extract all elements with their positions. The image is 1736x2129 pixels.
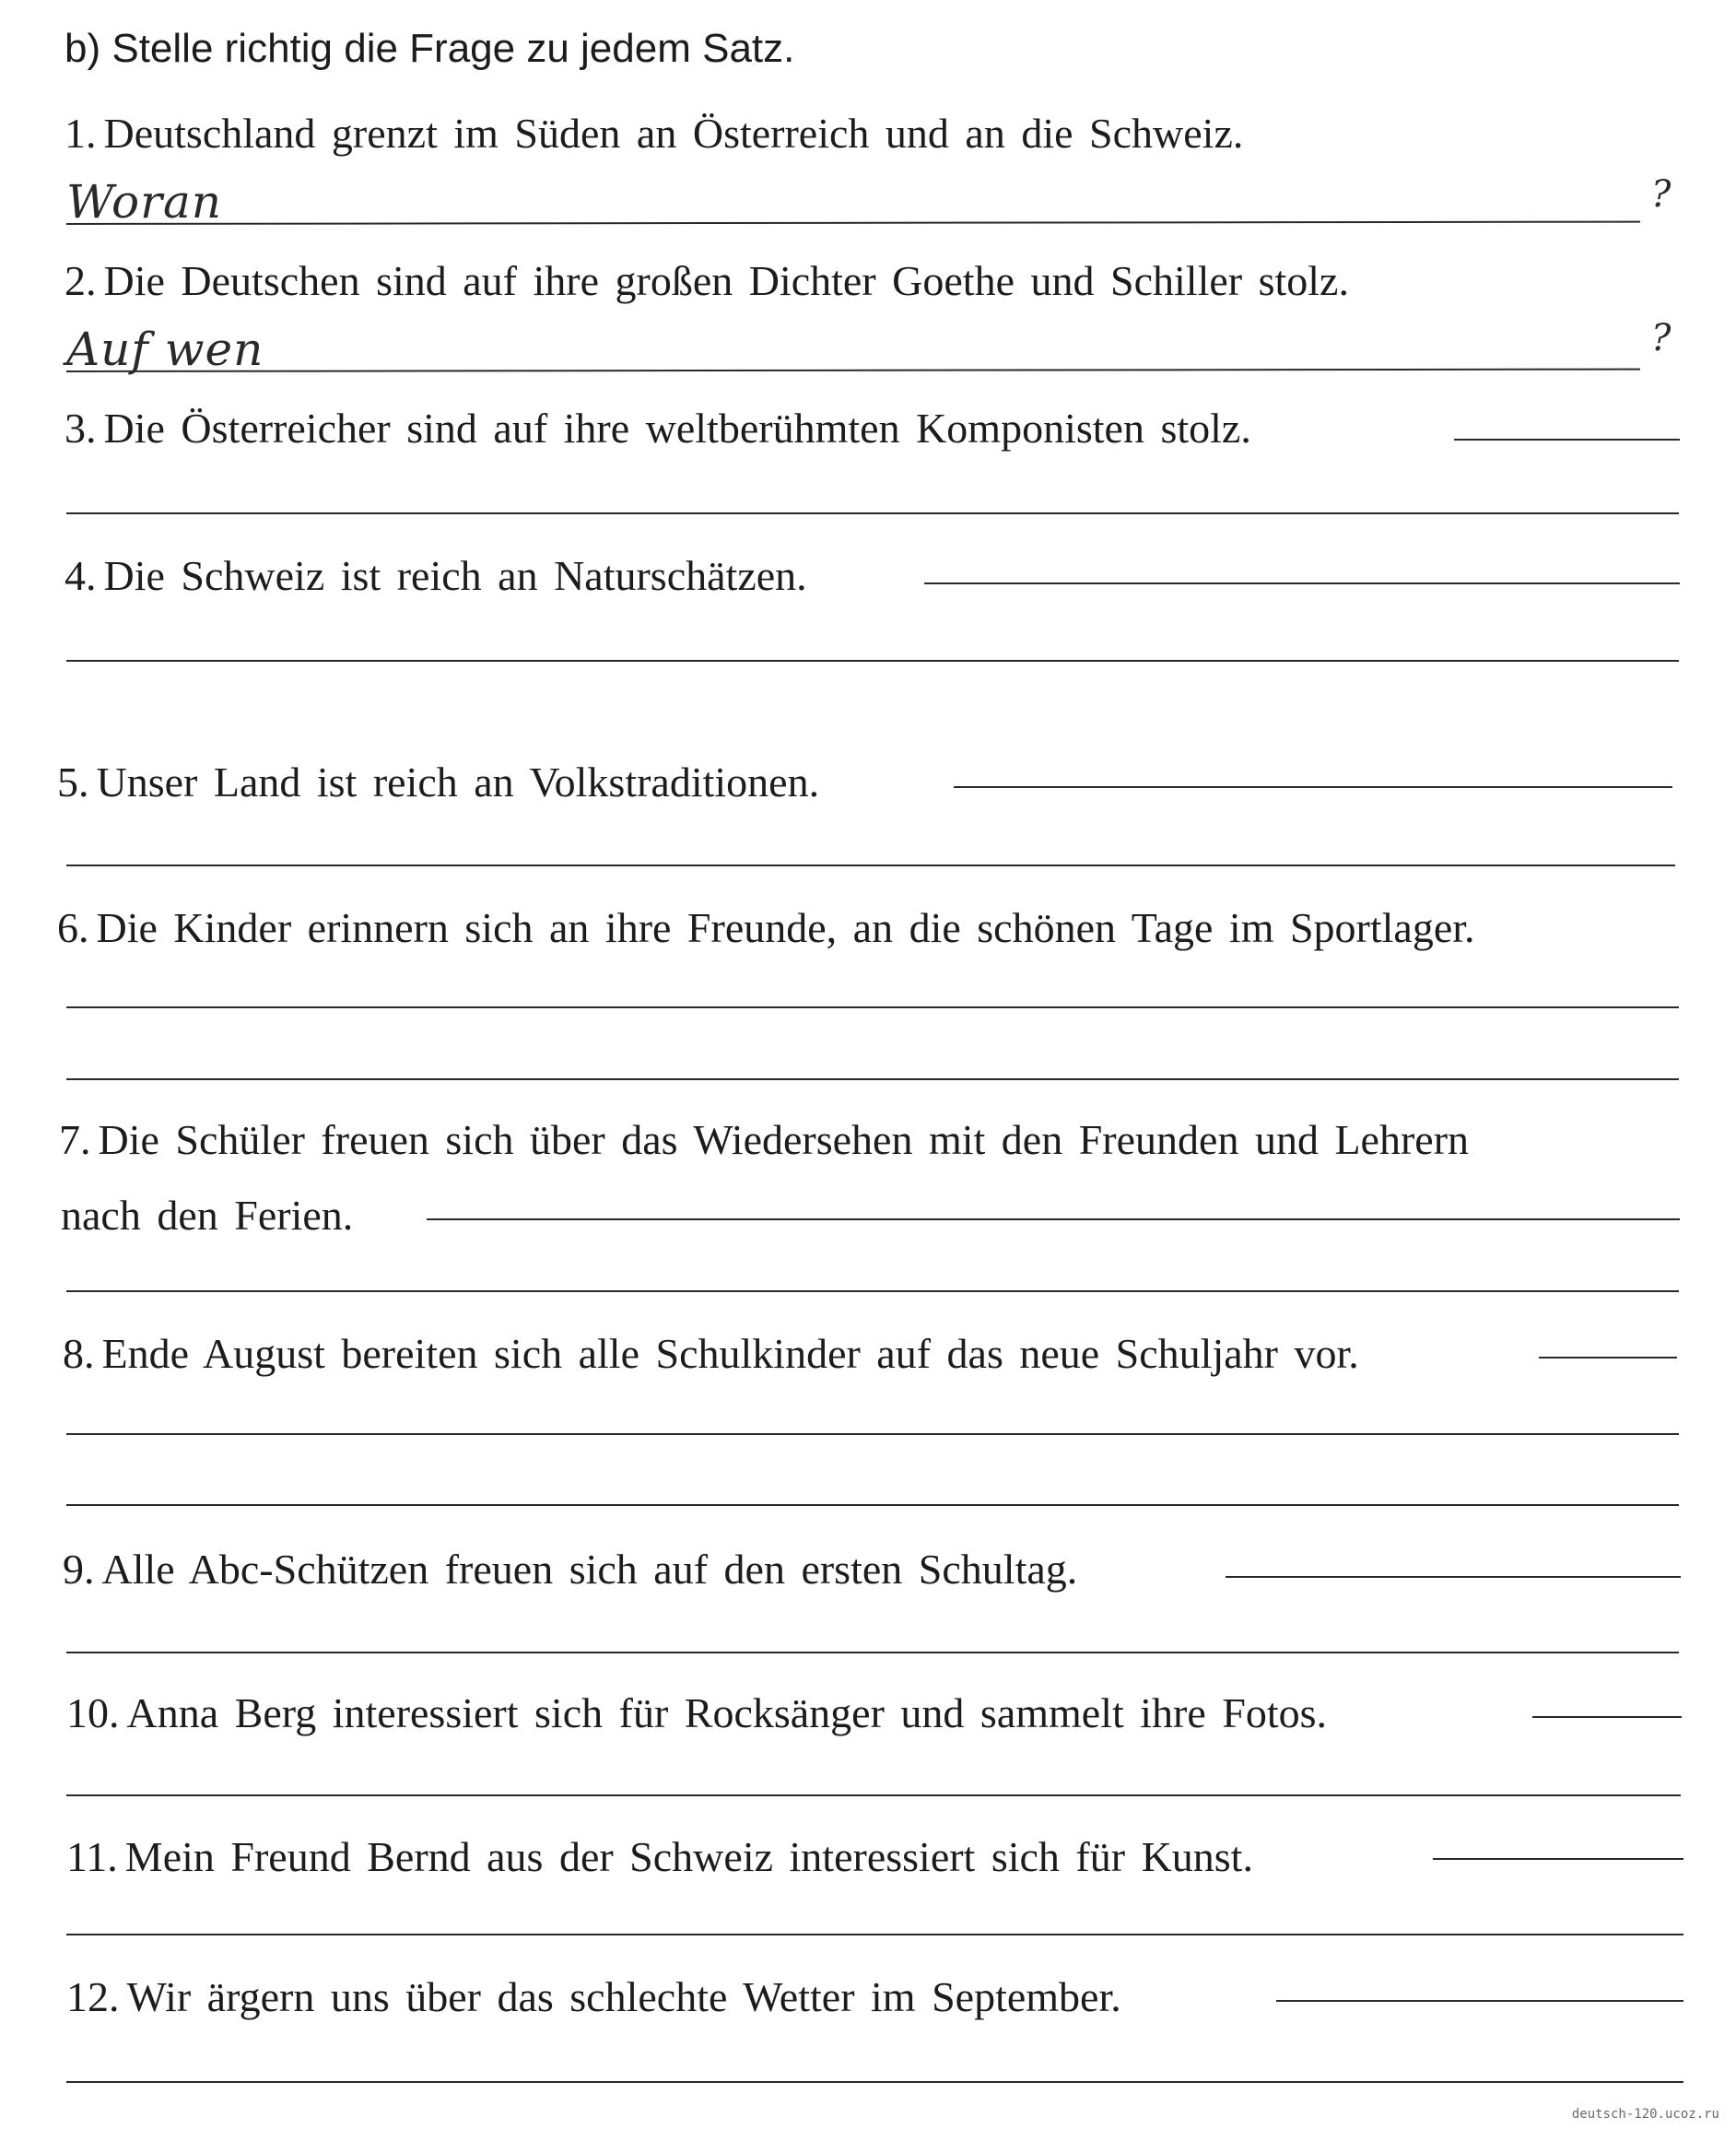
sentence-text: Wir ärgern uns über das schlechte Wetter im September.: [126, 1973, 1121, 2020]
sentence-number: 3.: [65, 405, 97, 452]
question-mark-1: ?: [1651, 173, 1671, 216]
answer-line: [954, 786, 1672, 788]
sentence-number: 9.: [63, 1546, 95, 1593]
sentence-number: 5.: [57, 759, 89, 806]
answer-line: [427, 1218, 1680, 1220]
sentence-text: Die Österreicher sind auf ihre weltberühmten Komponisten stolz.: [103, 405, 1251, 452]
answer-line: [924, 582, 1680, 584]
sentence-number: 8.: [63, 1330, 95, 1377]
sentence-7: [59, 1115, 1469, 1164]
answer-line: [66, 1794, 1681, 1796]
answer-line: [1276, 2000, 1683, 2002]
answer-line: [66, 865, 1675, 866]
sentence-2: [65, 256, 1349, 305]
sentence-text: Alle Abc-Schützen freuen sich auf den ersten Schultag.: [101, 1546, 1078, 1593]
sentence-3: [65, 404, 1251, 453]
sentence-number: 10.: [66, 1689, 120, 1736]
sentence-number: 7.: [59, 1116, 91, 1163]
answer-line: [66, 512, 1679, 514]
sentence-7-continued: nach den Ferien.: [61, 1192, 354, 1239]
answer-line: [66, 1433, 1679, 1435]
sentence-number: 4.: [65, 552, 97, 599]
question-mark-2: ?: [1651, 317, 1671, 359]
sentence-text: Die Deutschen sind auf ihre großen Dichter Goethe und Schiller stolz.: [103, 257, 1349, 304]
answer-line: [66, 221, 1640, 225]
sentence-number: 12.: [66, 1973, 120, 2020]
sentence-4: [65, 551, 807, 600]
answer-line: [66, 1078, 1679, 1080]
answer-line: [66, 2081, 1683, 2083]
handwritten-answer-1: Woran: [66, 175, 223, 229]
sentence-9: [63, 1545, 1077, 1594]
sentence-number: 11.: [66, 1833, 118, 1880]
answer-line: [66, 1290, 1679, 1292]
instruction-text: b) Stelle richtig die Frage zu jedem Satz.: [65, 26, 795, 71]
sentence-text: Anna Berg interessiert sich für Rocksänger und sammelt ihre Fotos.: [126, 1689, 1328, 1736]
answer-line: [66, 369, 1640, 372]
sentence-1: [65, 109, 1243, 158]
sentence-text: Ende August bereiten sich alle Schulkinder auf das neue Schuljahr vor.: [101, 1330, 1359, 1377]
sentence-number: 2.: [65, 257, 97, 304]
answer-line: [1532, 1716, 1682, 1718]
sentence-12: [66, 1972, 1121, 2021]
sentence-text: Unser Land ist reich an Volkstraditionen.: [96, 759, 820, 806]
answer-line: [66, 1934, 1683, 1935]
answer-line: [1226, 1576, 1681, 1578]
sentence-text: Deutschland grenzt im Süden an Österreich und an die Schweiz.: [103, 110, 1244, 157]
sentence-text: Mein Freund Bernd aus der Schweiz interessiert sich für Kunst.: [124, 1833, 1253, 1880]
sentence-6: [57, 903, 1475, 952]
answer-line: [66, 1006, 1679, 1008]
sentence-10: [66, 1688, 1327, 1737]
answer-line: [66, 1652, 1679, 1653]
sentence-11: [66, 1832, 1253, 1881]
answer-line: [66, 1504, 1679, 1506]
sentence-text: Die Kinder erinnern sich an ihre Freunde, an die schönen Tage im Sportlager.: [96, 904, 1475, 951]
sentence-number: 1.: [65, 110, 97, 157]
answer-line: [66, 660, 1679, 662]
sentence-8: [63, 1329, 1359, 1378]
sentence-number: 6.: [57, 904, 89, 951]
answer-line: [1539, 1357, 1677, 1359]
sentence-text: Die Schweiz ist reich an Naturschätzen.: [103, 552, 807, 599]
answer-line: [1433, 1858, 1683, 1860]
sentence-text: Die Schüler freuen sich über das Wiedersehen mit den Freunden und Lehrern: [98, 1116, 1470, 1163]
handwritten-answer-2: Auf wen: [66, 323, 264, 376]
answer-line: [1454, 439, 1680, 441]
sentence-5: [57, 758, 819, 806]
watermark: deutsch-120.ucoz.ru: [1571, 2107, 1719, 2122]
